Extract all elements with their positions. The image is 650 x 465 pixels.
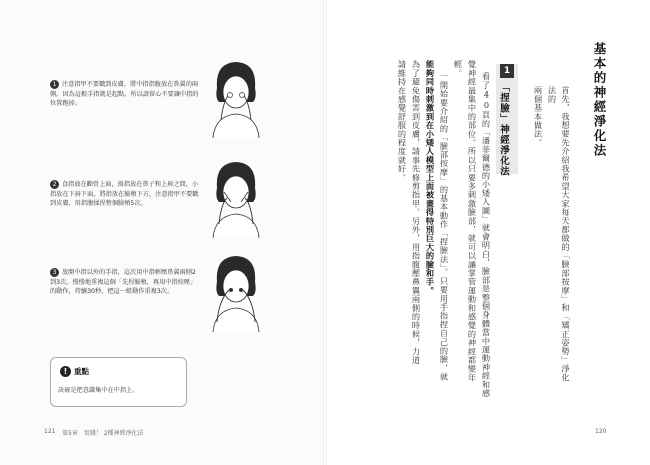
step-1 [50,80,200,109]
illustration-step-1 [205,58,267,138]
body-line-6: 為了避免傷害到皮膚，請事先修剪指甲。另外，用指腹壓鼻翼兩側的時候，力道 [411,60,422,365]
illustration-step-3 [205,252,267,332]
section-number: 1 [500,64,514,78]
step-text: 食指放在顴骨上面，拇指放在鼻子和上唇之間，小指放在下唇下面，將指放在臉頰下方，注意指甲不要戳到皮膚，用指腹揉捏整個臉頰5次。 [50,181,199,207]
step-number: 2 [50,180,59,189]
step-3 [50,268,200,297]
body-line-3: 輕。 [453,60,464,78]
key-point-heading-text: 重點 [74,367,89,376]
step-number: 1 [50,80,59,89]
illustration-step-2 [205,158,267,238]
key-point-box [50,357,187,407]
body-line-2: 覺神經最集中的部位。所以只要多刺激臉部，就可以讓掌管運動和感覺的神經都變年 [467,60,478,382]
body-line-7: 請維持在感覺舒服的程度就好。 [397,60,408,182]
body-line-1: 看了40頁的「潘菲爾德的小矮人圖」就會明白，臉部是整個身體當中運動神經和感 [481,72,492,398]
step-text: 放開中指以外的手指，這次用中指輕壓鼻翼兩側2到3次。慢慢地重複這個「先捏臉頰，再用中指按壓」的動作，持續30秒，把這一組動作重複3次。 [50,269,197,295]
book-gutter [323,0,327,465]
intro-line-2: 兩個基本做法。 [533,86,544,147]
step-text: 注意指甲不要戳到皮膚，將中指指腹放在鼻翼的兩側。因為這根手指就是起點，所以請留心不要讓中指的位置跑掉。 [50,81,199,107]
step-number: 3 [50,268,59,277]
key-point-heading [60,366,89,377]
body-line-5: 能夠同時刺激到在小矮人模型上面被畫得特別巨大的臉和手。 [425,60,436,295]
right-page-number: 120 [595,428,607,435]
running-head: 第5章 實踐！ 2種神經淨化法 [62,430,144,437]
intro-line-1: 首先，我想要先介紹我希望大家每天都做的「臉部按摩」和「矯正姿勢」淨化法的 [547,86,571,382]
step-2 [50,180,200,209]
page-title: 基本的神經淨化法 [592,42,607,158]
section-title: 「捏臉」神經淨化法 [498,82,509,177]
left-page-number: 121 [44,428,56,435]
key-point-text: 訣竅是把意識集中在中指上。 [58,387,139,394]
body-line-4: 一開始要介紹的「臉部按摩」的基本動作「捏臉法」。只要用手指捏自己的臉，就 [439,72,450,382]
exclamation-icon: ! [60,366,71,377]
